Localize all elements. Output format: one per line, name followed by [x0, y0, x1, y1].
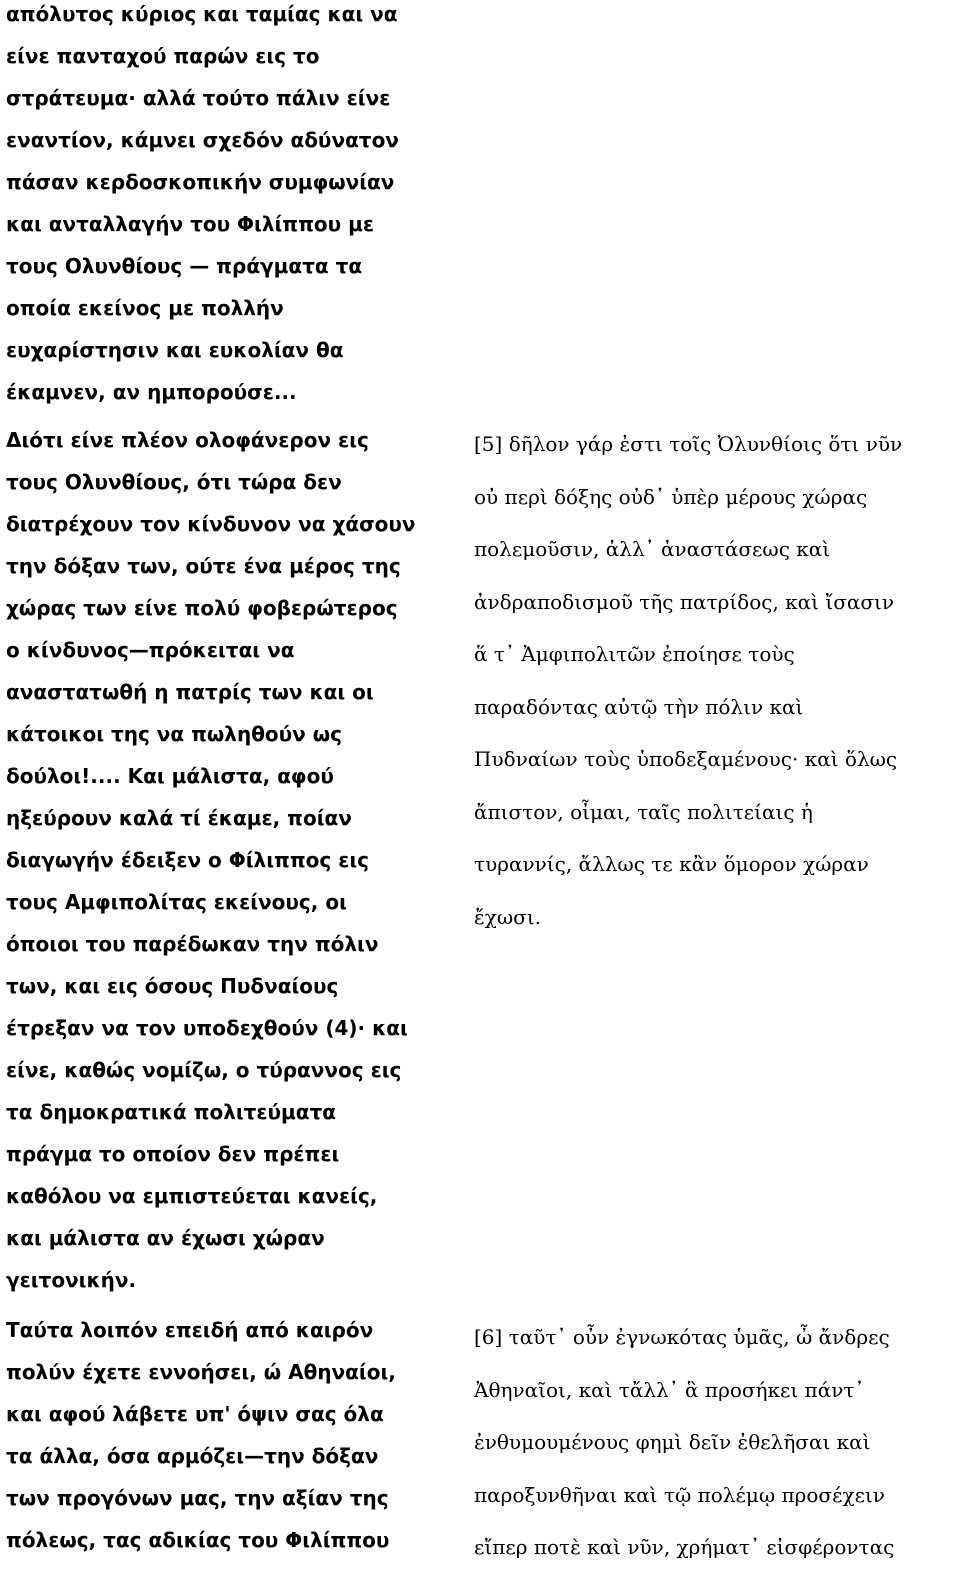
- text-line: έκαμνεν, αν ημπορούσε...: [6, 380, 297, 404]
- text-line: απόλυτος κύριος και ταμίας και να: [6, 2, 398, 26]
- text-line: ἐνθυμουμένους φημὶ δεῖν ἐθελῆσαι καὶ: [474, 1430, 871, 1454]
- text-line: διατρέχουν τον κίνδυνον να χάσουν: [6, 512, 416, 536]
- text-line: αναστατωθή η πατρίς των και οι: [6, 680, 374, 704]
- text-line: είνε πανταχού παρών εις το: [6, 44, 320, 68]
- text-line: έτρεξαν να τον υποδεχθούν (4)· και: [6, 1016, 408, 1040]
- text-line: κάτοικοι της να πωληθούν ως: [6, 722, 343, 746]
- text-line: τους Ολυνθίους — πράγματα τα: [6, 254, 363, 278]
- text-line: τους Αμφιπολίτας εκείνους, οι: [6, 890, 347, 914]
- text-line: στράτευμα· αλλά τούτο πάλιν είνε: [6, 86, 391, 110]
- text-line: τυραννίς, ἄλλως τε κἂν ὅμορον χώραν: [474, 852, 869, 876]
- text-line: την δόξαν των, ούτε ένα μέρος της: [6, 554, 401, 578]
- text-line: παροξυνθῆναι καὶ τῷ πολέμῳ προσέχειν: [474, 1482, 885, 1507]
- text-line: καθόλου να εμπιστεύεται κανείς,: [6, 1184, 378, 1208]
- text-line: των προγόνων μας, την αξίαν της: [6, 1486, 389, 1510]
- modern-greek-paragraph-1: [6, 0, 476, 413]
- text-line: ο κίνδυνος—πρόκειται να: [6, 638, 295, 662]
- text-line: Ἀθηναῖοι, καὶ τἄλλ᾽ ἃ προσήκει πάντ᾽: [474, 1377, 865, 1402]
- text-line: των, και εις όσους Πυδναίους: [6, 974, 339, 998]
- text-line: Ταύτα λοιπόν επειδή από καιρόν: [6, 1318, 374, 1342]
- text-line: πολεμοῦσιν, ἀλλ᾽ ἀναστάσεως καὶ: [474, 537, 831, 561]
- text-line: Πυδναίων τοὺς ὑποδεξαμένους· καὶ ὅλως: [474, 747, 898, 771]
- text-line: είνε, καθώς νομίζω, ο τύραννος εις: [6, 1058, 402, 1082]
- text-line: τα δημοκρατικά πολιτεύματα: [6, 1100, 337, 1124]
- text-line: πόλεως, τας αδικίας του Φιλίππου: [6, 1528, 390, 1552]
- text-line: πολύν έχετε εννοήσει, ώ Αθηναίοι,: [6, 1360, 396, 1384]
- text-line: ἄπιστον, οἶμαι, ταῖς πολιτείαις ἡ: [474, 799, 813, 824]
- text-line: ηξεύρουν καλά τί έκαμε, ποίαν: [6, 806, 352, 830]
- text-line: όποιοι του παρέδωκαν την πόλιν: [6, 932, 379, 956]
- text-line: διαγωγήν έδειξεν ο Φίλιππος εις: [6, 848, 369, 872]
- modern-greek-paragraph-2: [6, 419, 476, 1301]
- text-line: γειτονικήν.: [6, 1268, 137, 1292]
- text-line: Διότι είνε πλέον ολοφάνερον εις: [6, 428, 369, 452]
- text-line: τα άλλα, όσα αρμόζει—την δόξαν: [6, 1444, 379, 1468]
- text-line: [5] δῆλον γάρ ἐστι τοῖς Ὀλυνθίοις ὅτι νῦν: [474, 432, 903, 456]
- ancient-greek-paragraph-5: [474, 418, 960, 943]
- text-line: ευχαρίστησιν και ευκολίαν θα: [6, 338, 344, 362]
- text-line: εναντίον, κάμνει σχεδόν αδύνατον: [6, 128, 399, 152]
- text-line: χώρας των είνε πολύ φοβερώτερος: [6, 596, 398, 620]
- text-line: τους Ολυνθίους, ότι τώρα δεν: [6, 470, 342, 494]
- text-line: [6] ταῦτ᾽ οὖν ἐγνωκότας ὑμᾶς, ὦ ἄνδρες: [474, 1325, 890, 1349]
- text-line: οποία εκείνος με πολλήν: [6, 296, 284, 320]
- text-line: ἔχωσι.: [474, 904, 542, 929]
- text-line: και αφού λάβετε υπ' όψιν σας όλα: [6, 1402, 384, 1426]
- text-line: οὐ περὶ δόξης οὐδ᾽ ὑπὲρ μέρους χώρας: [474, 484, 868, 509]
- text-line: δούλοι!.... Και μάλιστα, αφού: [6, 764, 334, 788]
- text-line: πράγμα το οποίον δεν πρέπει: [6, 1142, 340, 1166]
- text-line: και ανταλλαγήν του Φιλίππου με: [6, 212, 374, 236]
- text-line: πάσαν κερδοσκοπικήν συμφωνίαν: [6, 170, 395, 194]
- text-line: ἅ τ᾽ Ἀμφιπολιτῶν ἐποίησε τοὺς: [474, 642, 795, 666]
- text-line: ἀνδραποδισμοῦ τῆς πατρίδος, καὶ ἴσασιν: [474, 589, 895, 614]
- ancient-greek-paragraph-6: [474, 1311, 960, 1574]
- text-line: εἴπερ ποτὲ καὶ νῦν, χρήματ᾽ εἰσφέροντας: [474, 1535, 895, 1559]
- text-line: παραδόντας αὐτῷ τὴν πόλιν καὶ: [474, 694, 804, 719]
- text-line: και μάλιστα αν έχωσι χώραν: [6, 1226, 325, 1250]
- modern-greek-paragraph-3: [6, 1309, 476, 1561]
